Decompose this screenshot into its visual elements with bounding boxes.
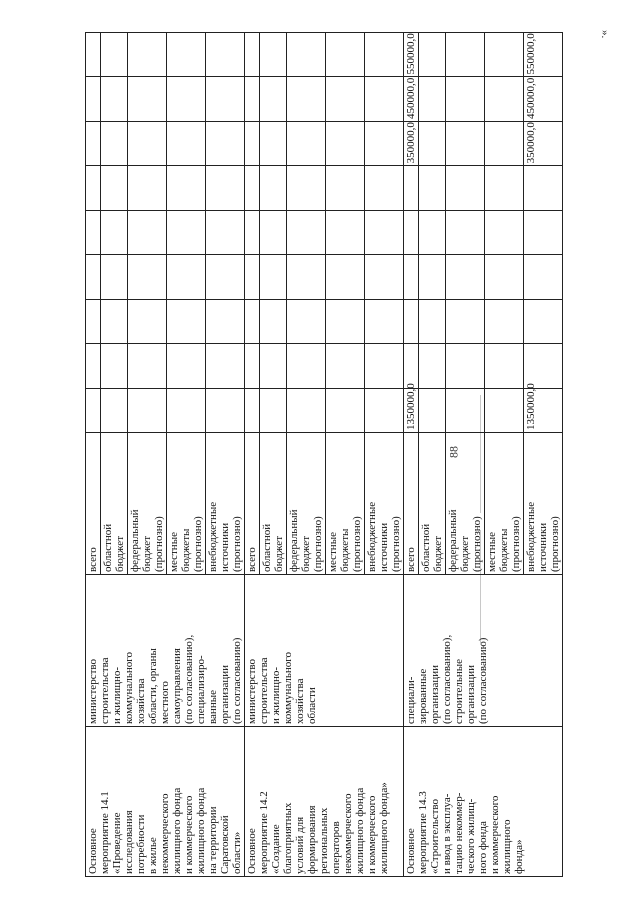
value-cell: 450000,0 bbox=[524, 77, 563, 121]
value-cell bbox=[446, 299, 485, 343]
value-cell bbox=[260, 388, 287, 432]
value-cell bbox=[404, 166, 419, 210]
value-cell bbox=[245, 166, 260, 210]
value-cell bbox=[167, 121, 206, 165]
value-cell bbox=[101, 121, 128, 165]
value-cell bbox=[365, 121, 404, 165]
value-cell bbox=[419, 210, 446, 254]
value-cell bbox=[524, 210, 563, 254]
value-cell bbox=[245, 344, 260, 388]
value-cell bbox=[326, 344, 365, 388]
value-cell: 350000,0 bbox=[524, 121, 563, 165]
value-cell bbox=[365, 388, 404, 432]
closing-mark: ». bbox=[599, 30, 611, 39]
value-cell bbox=[365, 77, 404, 121]
value-cell: 1350000,0 bbox=[404, 388, 419, 432]
measure-cell: Основное мероприятие 14.3 «Строительство и ввод в эксплуа- тацию некоммер- ческого жилищ- ного фонда и коммерческого жилищного фонда» bbox=[404, 727, 563, 877]
source-cell: местные бюджеты (прогнозно) bbox=[167, 433, 206, 575]
executor-cell: министерство строительства и жилищно- коммунального хозяйства области bbox=[245, 575, 404, 727]
value-cell bbox=[326, 33, 365, 78]
source-cell: федеральный бюджет (прогнозно) bbox=[446, 433, 485, 575]
value-cell bbox=[206, 77, 245, 121]
value-cell bbox=[260, 255, 287, 299]
value-cell bbox=[86, 255, 101, 299]
source-cell: местные бюджеты (прогнозно) bbox=[326, 433, 365, 575]
value-cell bbox=[524, 255, 563, 299]
value-cell bbox=[101, 77, 128, 121]
value-cell bbox=[524, 166, 563, 210]
source-cell: всего bbox=[404, 433, 419, 575]
value-cell bbox=[446, 255, 485, 299]
value-cell: 450000,0 bbox=[404, 77, 419, 121]
value-cell bbox=[326, 77, 365, 121]
source-cell: внебюджетные источники (прогнозно) bbox=[524, 433, 563, 575]
value-cell bbox=[485, 299, 524, 343]
value-cell bbox=[167, 299, 206, 343]
value-cell bbox=[128, 121, 167, 165]
table-row bbox=[245, 33, 260, 877]
value-cell bbox=[260, 121, 287, 165]
value-cell bbox=[86, 166, 101, 210]
value-cell bbox=[419, 121, 446, 165]
value-cell bbox=[287, 77, 326, 121]
value-cell bbox=[245, 77, 260, 121]
value-cell bbox=[446, 210, 485, 254]
value-cell bbox=[167, 210, 206, 254]
value-cell bbox=[446, 344, 485, 388]
value-cell bbox=[260, 210, 287, 254]
value-cell bbox=[128, 77, 167, 121]
source-cell: местные бюджеты (прогнозно) bbox=[485, 433, 524, 575]
value-cell bbox=[206, 166, 245, 210]
source-cell: федеральный бюджет (прогнозно) bbox=[128, 433, 167, 575]
value-cell bbox=[404, 344, 419, 388]
value-cell bbox=[245, 255, 260, 299]
value-cell bbox=[419, 166, 446, 210]
value-cell bbox=[419, 33, 446, 78]
value-cell bbox=[260, 299, 287, 343]
value-cell bbox=[86, 33, 101, 78]
value-cell bbox=[419, 299, 446, 343]
rotated-table-wrapper bbox=[85, 32, 561, 877]
source-cell: областной бюджет bbox=[101, 433, 128, 575]
value-cell: 550000,0 bbox=[404, 33, 419, 78]
value-cell bbox=[419, 344, 446, 388]
value-cell bbox=[128, 299, 167, 343]
value-cell bbox=[86, 299, 101, 343]
value-cell bbox=[485, 166, 524, 210]
value-cell bbox=[365, 166, 404, 210]
value-cell bbox=[206, 299, 245, 343]
table-row bbox=[86, 33, 101, 877]
value-cell bbox=[101, 299, 128, 343]
executor-cell: министерство строительства и жилищно- коммунального хозяйства области, органы местного самоуправления (по согласованию), специализиро- ванные организации (по согласованию) bbox=[86, 575, 245, 727]
value-cell bbox=[86, 210, 101, 254]
table-row bbox=[404, 33, 419, 877]
value-cell bbox=[206, 121, 245, 165]
value-cell bbox=[101, 210, 128, 254]
value-cell bbox=[404, 299, 419, 343]
value-cell bbox=[260, 166, 287, 210]
value-cell bbox=[365, 33, 404, 78]
value-cell bbox=[101, 33, 128, 78]
value-cell bbox=[326, 388, 365, 432]
value-cell bbox=[167, 33, 206, 78]
measure-cell: Основное мероприятие 14.2 «Создание благоприятных условий для формирования региональных операторов некоммерческого жилищного фонда и коммерческого жилищного фонда» bbox=[245, 727, 404, 877]
value-cell bbox=[245, 121, 260, 165]
value-cell bbox=[485, 77, 524, 121]
value-cell bbox=[206, 33, 245, 78]
value-cell bbox=[167, 344, 206, 388]
value-cell bbox=[206, 210, 245, 254]
value-cell bbox=[326, 210, 365, 254]
value-cell bbox=[287, 33, 326, 78]
value-cell bbox=[128, 344, 167, 388]
source-cell: областной бюджет bbox=[419, 433, 446, 575]
source-cell: областной бюджет bbox=[260, 433, 287, 575]
value-cell bbox=[86, 344, 101, 388]
value-cell bbox=[245, 33, 260, 78]
value-cell bbox=[365, 255, 404, 299]
value-cell bbox=[287, 344, 326, 388]
value-cell bbox=[446, 166, 485, 210]
value-cell bbox=[167, 388, 206, 432]
value-cell bbox=[404, 255, 419, 299]
value-cell bbox=[485, 121, 524, 165]
value-cell bbox=[446, 388, 485, 432]
value-cell bbox=[245, 388, 260, 432]
value-cell bbox=[419, 77, 446, 121]
value-cell bbox=[485, 255, 524, 299]
value-cell bbox=[446, 121, 485, 165]
value-cell bbox=[128, 388, 167, 432]
value-cell bbox=[326, 255, 365, 299]
value-cell bbox=[365, 299, 404, 343]
value-cell bbox=[287, 166, 326, 210]
value-cell bbox=[287, 255, 326, 299]
value-cell bbox=[167, 166, 206, 210]
value-cell bbox=[128, 33, 167, 78]
value-cell bbox=[485, 344, 524, 388]
value-cell bbox=[365, 210, 404, 254]
value-cell bbox=[446, 33, 485, 78]
value-cell bbox=[524, 299, 563, 343]
source-cell: федеральный бюджет (прогнозно) bbox=[287, 433, 326, 575]
value-cell bbox=[419, 388, 446, 432]
value-cell bbox=[167, 77, 206, 121]
value-cell bbox=[326, 121, 365, 165]
value-cell bbox=[287, 210, 326, 254]
value-cell bbox=[86, 388, 101, 432]
measure-cell: Основное мероприятие 14.1 «Проведение исследования потребности в жилье некоммерческого жилищного фонда и коммерческого жилищного фонда на территории Саратовской области» bbox=[86, 727, 245, 877]
value-cell: 1350000,0 bbox=[524, 388, 563, 432]
value-cell bbox=[485, 388, 524, 432]
value-cell bbox=[101, 255, 128, 299]
value-cell bbox=[287, 299, 326, 343]
value-cell bbox=[524, 344, 563, 388]
source-cell: внебюджетные источники (прогнозно) bbox=[365, 433, 404, 575]
value-cell bbox=[206, 388, 245, 432]
value-cell bbox=[101, 388, 128, 432]
value-cell bbox=[485, 33, 524, 78]
value-cell bbox=[245, 299, 260, 343]
executor-cell: специали- зированные организации (по согласованию), строительные организации (по согласованию) bbox=[404, 575, 563, 727]
value-cell bbox=[128, 166, 167, 210]
value-cell bbox=[167, 255, 206, 299]
value-cell bbox=[206, 344, 245, 388]
value-cell bbox=[245, 210, 260, 254]
value-cell: 350000,0 bbox=[404, 121, 419, 165]
value-cell bbox=[446, 77, 485, 121]
funding-table bbox=[85, 32, 563, 877]
value-cell bbox=[260, 77, 287, 121]
value-cell bbox=[365, 344, 404, 388]
value-cell bbox=[128, 210, 167, 254]
value-cell: 550000,0 bbox=[524, 33, 563, 78]
value-cell bbox=[260, 33, 287, 78]
value-cell bbox=[287, 388, 326, 432]
value-cell bbox=[128, 255, 167, 299]
source-cell: всего bbox=[86, 433, 101, 575]
value-cell bbox=[86, 121, 101, 165]
page-number: 88 bbox=[446, 446, 461, 458]
value-cell bbox=[485, 210, 524, 254]
value-cell bbox=[404, 210, 419, 254]
source-cell: всего bbox=[245, 433, 260, 575]
value-cell bbox=[326, 166, 365, 210]
value-cell bbox=[326, 299, 365, 343]
value-cell bbox=[86, 77, 101, 121]
value-cell bbox=[101, 344, 128, 388]
value-cell bbox=[287, 121, 326, 165]
value-cell bbox=[260, 344, 287, 388]
source-cell: внебюджетные источники (прогнозно) bbox=[206, 433, 245, 575]
value-cell bbox=[419, 255, 446, 299]
value-cell bbox=[101, 166, 128, 210]
value-cell bbox=[206, 255, 245, 299]
